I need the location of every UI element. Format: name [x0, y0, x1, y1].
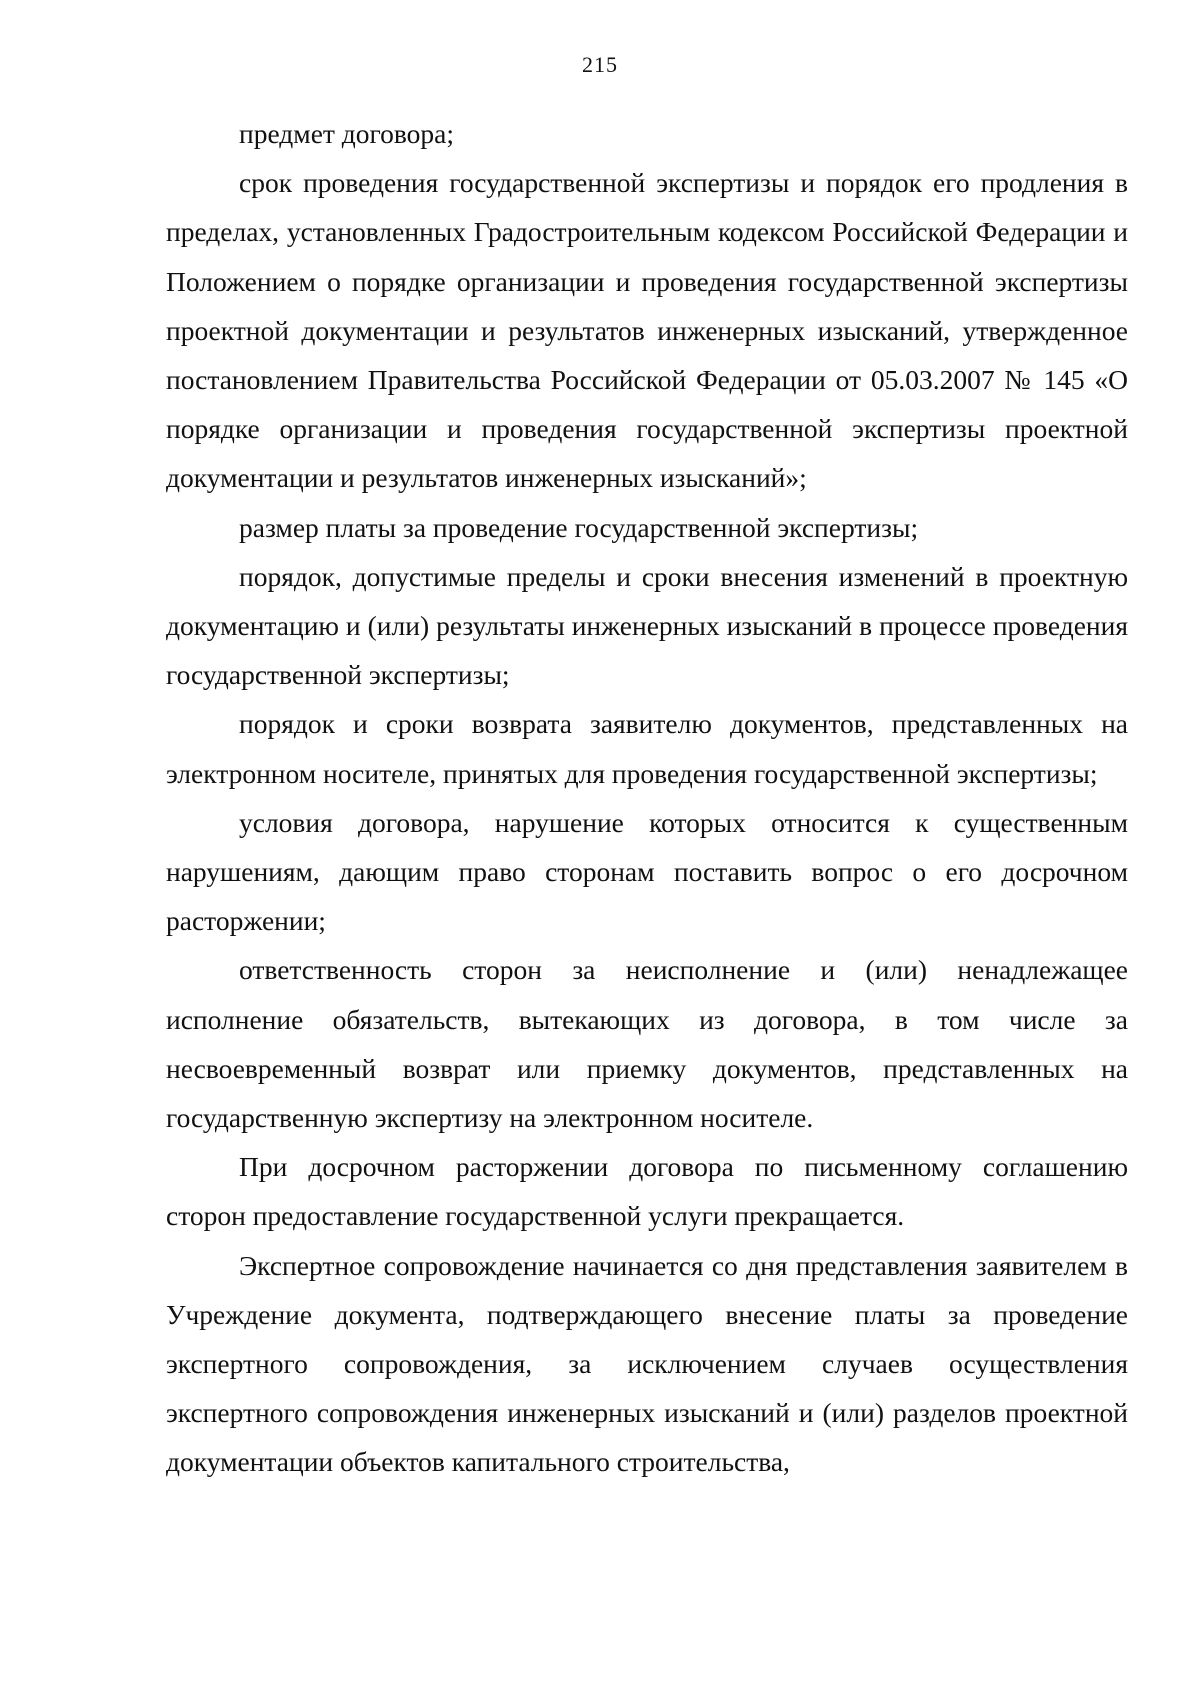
paragraph-expert-support: Экспертное сопровождение начинается со дня представления заявителем в Учреждение документа, подтверждающего внесение платы за проведение экспертного сопровождения, за исключением случаев осуществления экспертного сопровождения инженерных изысканий и (или) разделов проектной документации объектов капитального строительства,	[166, 1249, 1128, 1478]
paragraph-liability: ответственность сторон за неисполнение и (или) ненадлежащее исполнение обязательств, вытекающих из договора, в том числе за несвоевременный возврат или приемку документов, представленных на государственную экспертизу на электронном носителе.	[166, 954, 1128, 1134]
paragraph-changes: порядок, допустимые пределы и сроки внесения изменений в проектную документацию и (или) результаты инженерных изысканий в процессе проведения государственной экспертизы;	[166, 560, 1128, 691]
paragraph-conditions: условия договора, нарушение которых относится к существенным нарушениям, дающим право сторонам поставить вопрос о его досрочном расторжении;	[166, 806, 1128, 937]
page-number: 215	[582, 52, 618, 77]
paragraph-fee: размер платы за проведение государственной экспертизы;	[239, 511, 919, 543]
paragraph-termination: При досрочном расторжении договора по письменному соглашению сторон предоставление государственной услуги прекращается.	[166, 1151, 1128, 1232]
paragraph-term: срок проведения государственной экспертизы и порядок его продления в пределах, установленных Градостроительным кодексом Российской Федерации и Положением о порядке организации и проведения государственной экспертизы проектной документации и результатов инженерных изысканий, утвержденное постановлением Правительства Российской Федерации от 05.03.2007 № 145 «О порядке организации и проведения государственной экспертизы проектной документации и результатов инженерных изысканий»;	[166, 167, 1128, 494]
paragraph-subject: предмет договора;	[239, 118, 455, 149]
paragraph-return: порядок и сроки возврата заявителю документов, представленных на электронном носителе, принятых для проведения государственной экспертизы;	[166, 708, 1128, 789]
document-body	[166, 109, 1128, 1487]
